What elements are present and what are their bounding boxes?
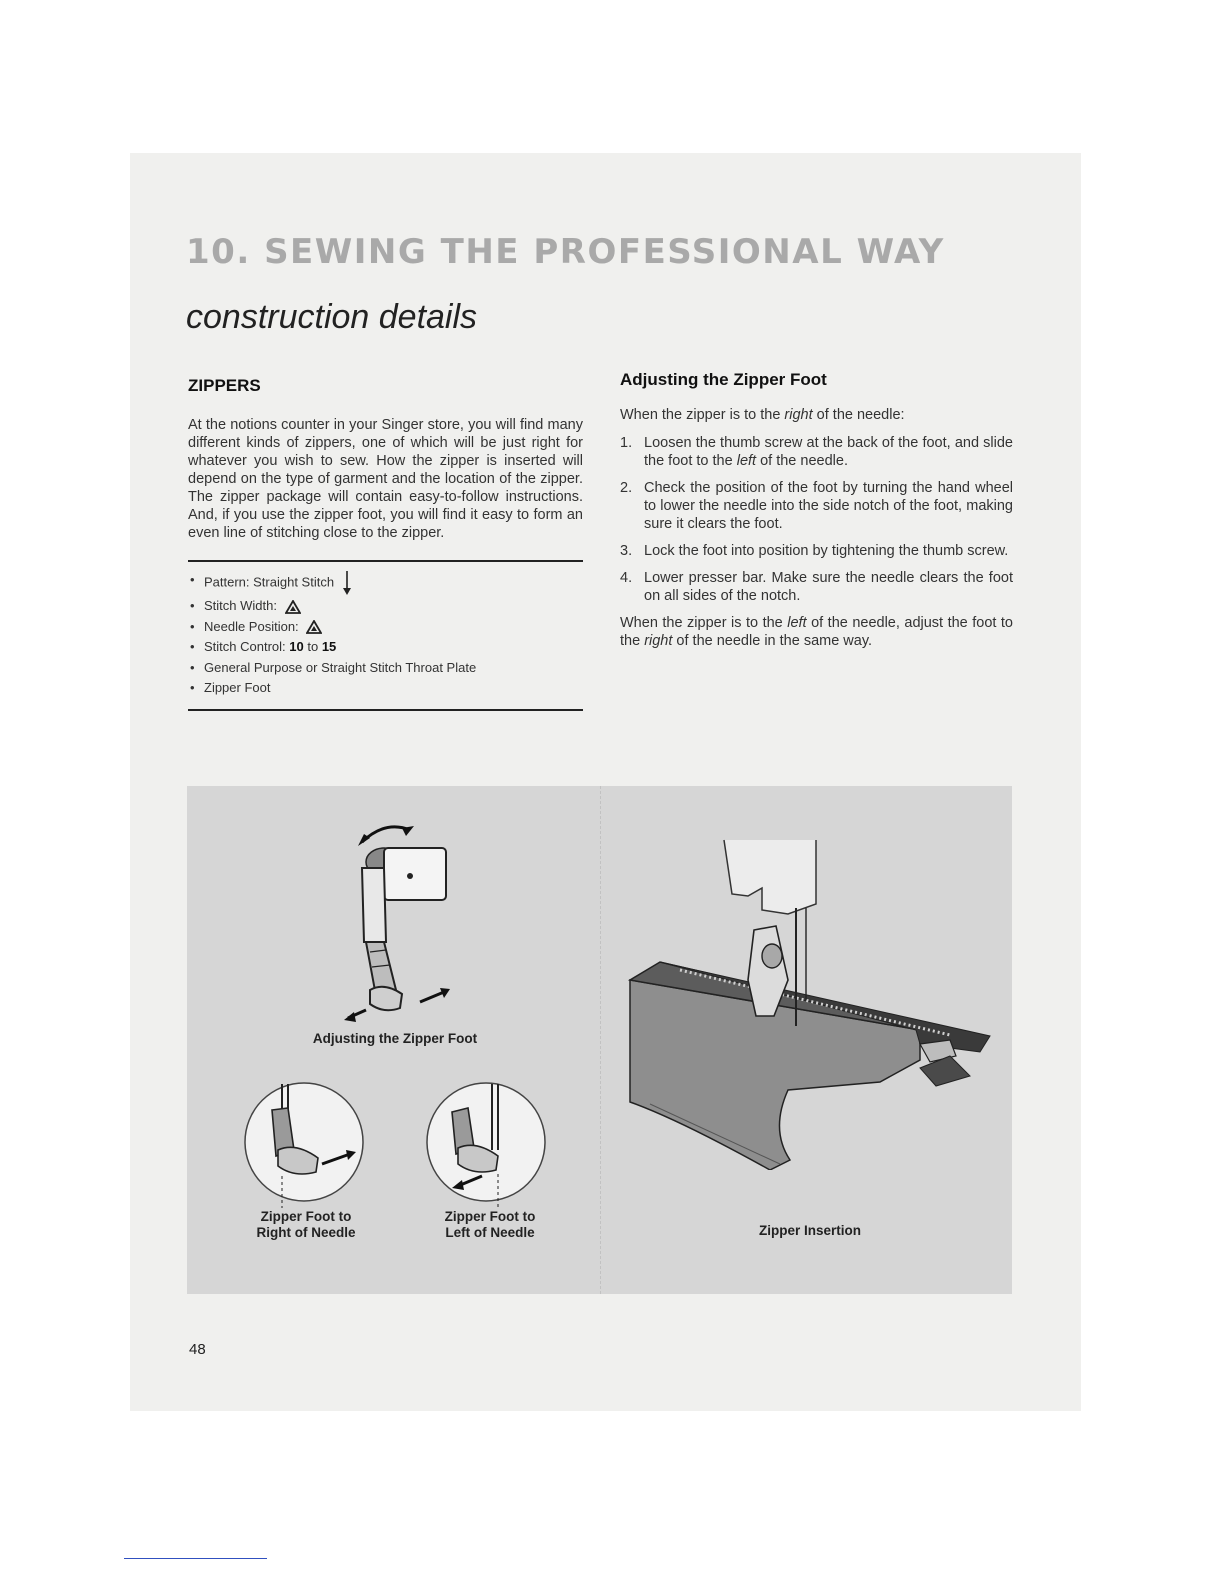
zippers-intro: At the notions counter in your Singer store, you will find many different kinds of zippers, one of which will be just right for whatever you wish to sew. How the zipper is inserted will depend on the type of garment and the location of the zipper. The zipper package will contain easy-to-follow instructions. And, if you use the zipper foot, you will find it easy to form an even line of stitching close to the zipper. (188, 417, 583, 541)
zippers-heading: ZIPPERS (188, 376, 261, 395)
step-4 (620, 569, 1013, 605)
step-1-before: Loosen the thumb screw at the back of the foot, and slide the foot to the (644, 435, 1013, 469)
chapter-title: 10. SEWING THE PROFESSIONAL WAY (186, 232, 945, 272)
adjusting-closing (620, 614, 1013, 650)
step-2-number: 2. (620, 480, 633, 496)
settings-list (188, 570, 583, 699)
closing-em-2: right (644, 633, 673, 649)
adjusting-figure-caption: Adjusting the Zipper Foot (312, 1031, 478, 1046)
step-1 (620, 434, 1013, 470)
stitch-width-symbol-icon (285, 600, 301, 614)
page-number: 48 (189, 1341, 206, 1358)
setting-needle-position-label: Needle Position: (204, 618, 299, 634)
foot-right-of-needle-illustration (242, 1080, 372, 1210)
left-caption-line-1: Zipper Foot to (444, 1209, 536, 1224)
straight-stitch-icon (342, 570, 352, 596)
adjusting-lead (620, 406, 1013, 424)
needle-position-symbol-icon (306, 620, 322, 634)
bottom-rule (124, 1558, 267, 1559)
step-4-number: 4. (620, 570, 633, 586)
insertion-figure-caption: Zipper Insertion (758, 1223, 861, 1238)
left-caption-line-2: Left of Needle (445, 1225, 535, 1240)
step-3 (620, 542, 1013, 560)
step-1-number: 1. (620, 435, 633, 451)
adjusting-lead-before: When the zipper is to the (620, 407, 785, 423)
closing-part-1: When the zipper is to the (620, 615, 788, 631)
setting-throat-plate: • General Purpose or Straight Stitch Throat Plate (190, 659, 477, 675)
adjusting-lead-em: right (784, 407, 813, 423)
zipper-foot-illustration (340, 812, 470, 1027)
closing-em-1: left (787, 615, 807, 631)
right-caption-line-2: Right of Needle (256, 1225, 356, 1240)
setting-pattern: • Pattern: Straight Stitch (188, 570, 583, 596)
setting-presser-foot: • Zipper Foot (190, 680, 271, 695)
setting-stitch-width: • Stitch Width: (188, 596, 583, 617)
adjusting-steps (620, 434, 1013, 605)
section-title: construction details (186, 298, 478, 336)
adjusting-lead-after: of the needle: (812, 407, 905, 423)
step-1-after: of the needle. (756, 453, 848, 469)
right-caption-line-1: Zipper Foot to (260, 1209, 352, 1224)
stitch-control-from: 10 (289, 639, 304, 654)
adjusting-heading: Adjusting the Zipper Foot (620, 370, 827, 389)
foot-left-of-needle-illustration (424, 1080, 554, 1210)
stitch-control-to-word: to (303, 639, 322, 654)
setting-stitch-control-label: Stitch Control: (204, 639, 290, 654)
setting-throat-plate-label: General Purpose or Straight Stitch Throat Plate (204, 659, 477, 675)
step-3-text: Lock the foot into position by tightening the thumb screw. (644, 543, 1009, 559)
step-1-em: left (736, 453, 757, 469)
stitch-control-to: 15 (321, 639, 337, 654)
right-of-needle-caption (216, 1209, 396, 1241)
left-of-needle-caption (400, 1209, 580, 1241)
setting-stitch-control: • Stitch Control: 10 to 15 (190, 639, 337, 654)
step-2-text: Check the position of the foot by turning the hand wheel to lower the needle into the side notch of the foot, making sure it clears the foot. (644, 480, 1013, 532)
setting-stitch-width-label: Stitch Width: (204, 598, 277, 613)
zippers-column (188, 370, 583, 711)
setting-needle-position: • Needle Position: (188, 617, 583, 638)
step-4-text: Lower presser bar. Make sure the needle clears the foot on all sides of the notch. (644, 570, 1013, 604)
machine-settings-box (188, 560, 583, 711)
setting-pattern-label: Pattern: Straight Stitch (204, 574, 335, 590)
zipper-insertion-illustration (620, 830, 1000, 1170)
closing-part-2: of the needle, adjust the foot to the (620, 615, 1013, 649)
figure-divider (600, 786, 601, 1294)
closing-part-3: of the needle in the same way. (672, 633, 873, 649)
step-2 (620, 479, 1013, 533)
adjusting-column (620, 370, 1013, 650)
step-3-number: 3. (620, 543, 633, 559)
setting-presser-foot-label: Zipper Foot (204, 680, 271, 695)
